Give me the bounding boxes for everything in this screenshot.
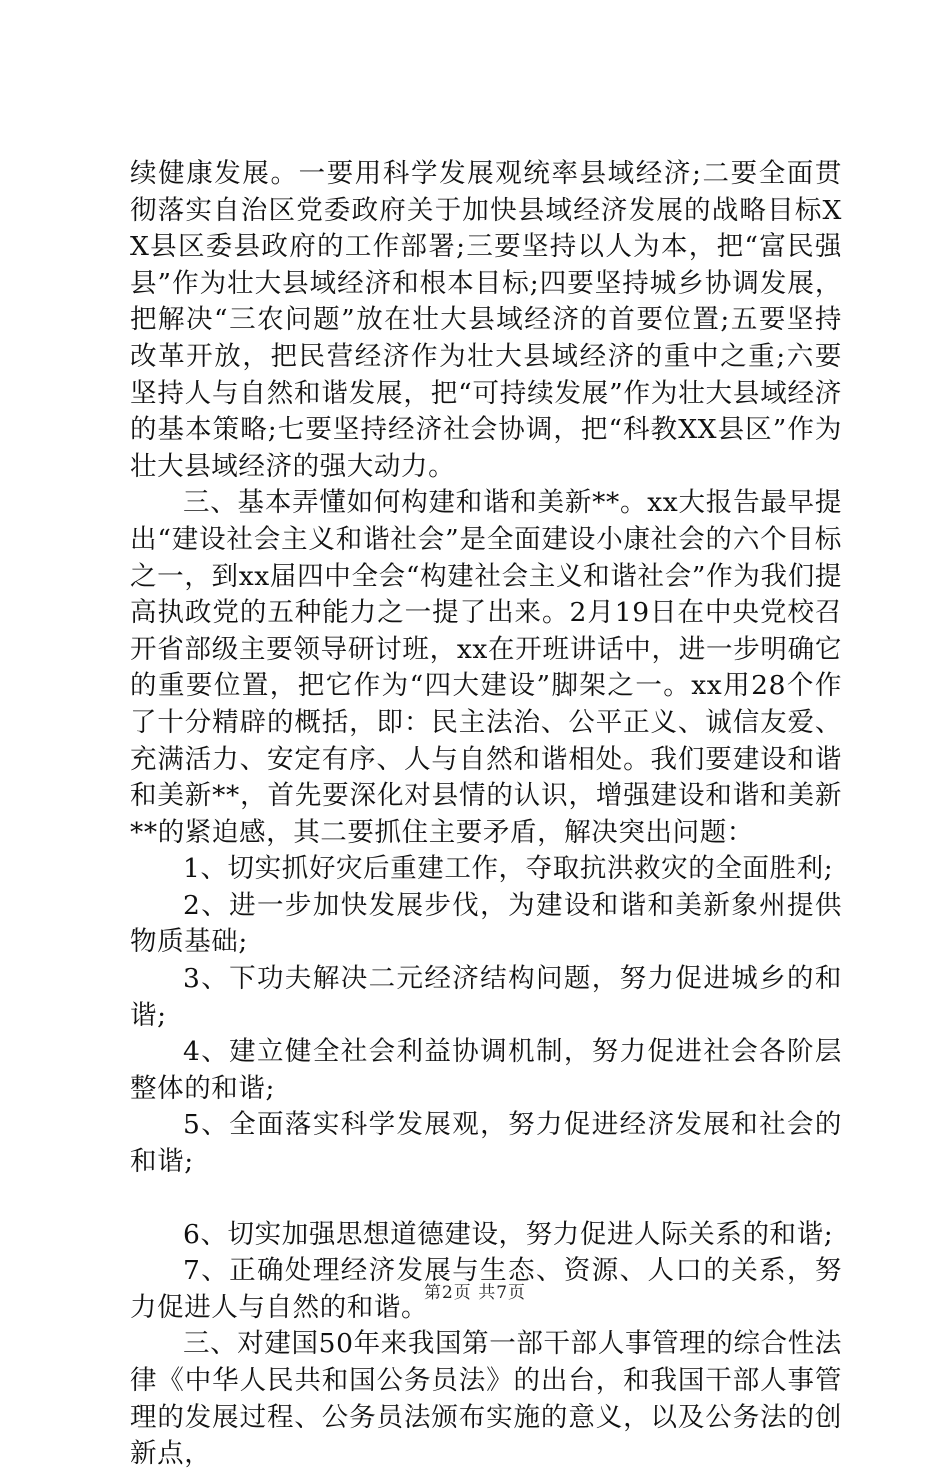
document-body (130, 156, 842, 1473)
list-item-1: 1、切实抓好灾后重建工作，夺取抗洪救灾的全面胜利; (183, 853, 834, 885)
list-item-2: 2、进一步加快发展步伐，为建设和谐和美新象州提供物质基础; (130, 889, 842, 958)
list-item-6: 6、切实加强思想道德建设，努力促进人际关系的和谐; (183, 1218, 834, 1250)
blank-line (130, 1181, 842, 1217)
list-item-3: 3、下功夫解决二元经济结构问题，努力促进城乡的和谐; (130, 963, 842, 1031)
paragraph-section-three: 三、基本弄懂如何构建和谐和美新**。xx大报告最早提出“建设社会主义和谐社会”是全面建设小康社会的六个目标之一，到xx届四中全会“构建社会主义和谐社会”作为我们提高执政党的五种能力之一提了出来。2月19日在中央党校召开省部级主要领导研讨班，xx在开班讲话中，进一步明确它的重要位置，把它作为“四大建设”脚架之一。xx用28个作了十分精辟的概括，即：民主法治、公平正义、诚信友爱、充满活力、安定有序、人与自然和谐相处。我们要建设和谐和美新**，首先要深化对县情的认识，增强建设和谐和美新**的紧迫感，其二要抓住主要矛盾，解决突出问题： (130, 487, 842, 848)
list-item-7: 7、正确处理经济发展与生态、资源、人口的关系，努力促进人与自然的和谐。 (130, 1255, 842, 1323)
paragraph-civil-servant-law: 三、对建国50年来我国第一部干部人事管理的综合性法律《中华人民共和国公务员法》的出台，和我国干部人事管理的发展过程、公务员法颁布实施的意义，以及公务法的创新点， (130, 1328, 842, 1470)
paragraph-continuation: 续健康发展。一要用科学发展观统率县域经济;二要全面贯彻落实自治区党委政府关于加快县域经济发展的战略目标XX县区委县政府的工作部署;三要坚持以人为本，把“富民强县”作为壮大县域经济和根本目标;四要坚持城乡协调发展，把解决“三农问题”放在壮大县域经济的首要位置;五要坚持改革开放，把民营经济作为壮大县域经济的重中之重;六要坚持人与自然和谐发展，把“可持续发展”作为壮大县域经济的基本策略;七要坚持经济社会协调，把“科教XX县区”作为壮大县域经济的强大动力。 (130, 158, 842, 482)
list-item-5: 5、全面落实科学发展观，努力促进经济发展和社会的和谐; (130, 1109, 842, 1178)
page-number: 第2页 共7页 (423, 1283, 527, 1303)
list-item-4: 4、建立健全社会利益协调机制，努力促进社会各阶层整体的和谐; (130, 1036, 842, 1104)
